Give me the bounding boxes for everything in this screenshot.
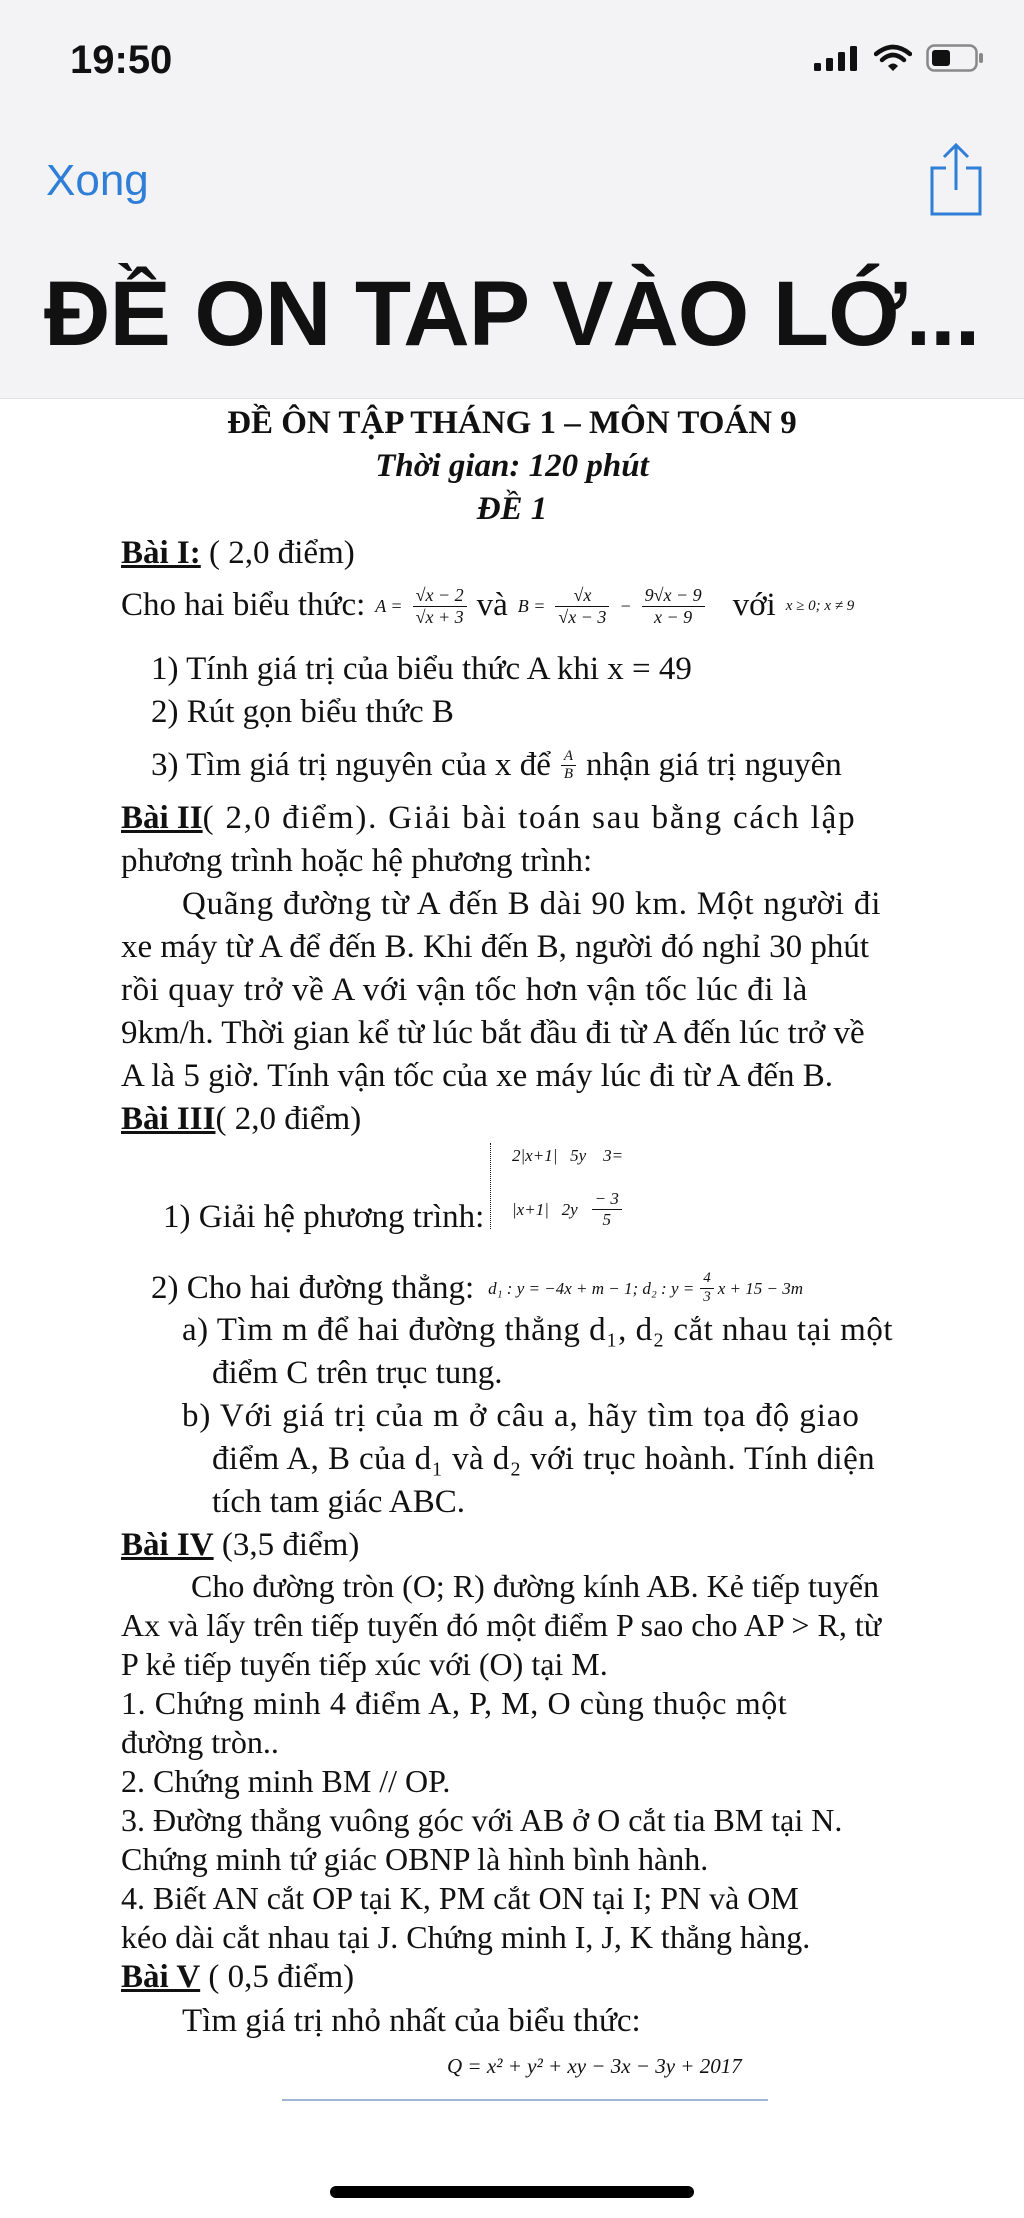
section-4-heading: Bài IV (3,5 điểm) — [121, 1527, 360, 1563]
section-4-line: Cho đường tròn (O; R) đường kính AB. Kẻ tiếp tuyến — [191, 1568, 880, 1604]
battery-icon — [926, 44, 984, 72]
done-button[interactable]: Xong — [46, 156, 149, 205]
section-3-b-line: điểm A, B của d₁ và d₂ với trục hoành. Tính diện — [212, 1441, 876, 1477]
section-2-line: A là 5 giờ. Tính vận tốc của xe máy lúc đi từ A đến B. — [121, 1058, 834, 1094]
page-title: ĐỀ ON TAP VÀO LỚ... — [44, 263, 980, 365]
section-4-line: Chứng minh tứ giác OBNP là hình bình hành. — [121, 1841, 709, 1877]
system-eq-1: 2|x+1| 5y 3= — [512, 1146, 624, 1165]
section-4-line: đường tròn.. — [121, 1724, 279, 1760]
section-1-q3: 3) Tìm giá trị nguyên của x để $\frac{A}{B}$ nhận giá trị nguyên — [151, 746, 842, 783]
doc-de: ĐỀ 1 — [476, 491, 548, 527]
section-3-q2: 2) Cho hai đường thẳng: d₁ : y = −4x + m − 1; d₂ : y = $\frac{4}{3}$ x + 15 − 3m — [151, 1269, 803, 1306]
section-5-expression: Q = x² + y² + xy − 3x − 3y + 2017 — [447, 2054, 742, 2078]
section-2-heading: Bài II( 2,0 điểm). Giải bài toán sau bằng cách lập — [121, 800, 857, 836]
section-3-a-line: a) Tìm m để hai đường thẳng d₁, d₂ cắt nhau tại một — [182, 1312, 894, 1348]
signal-icon — [814, 45, 860, 71]
section-1-q2: 2) Rút gọn biểu thức B — [151, 694, 454, 730]
section-1-q1: 1) Tính giá trị của biểu thức A khi x = 49 — [151, 651, 692, 687]
system-brace — [490, 1143, 494, 1229]
wifi-icon — [874, 44, 912, 72]
section-5-line: Tìm giá trị nhỏ nhất của biểu thức: — [182, 2003, 641, 2039]
doc-header: ĐỀ ÔN TẬP THÁNG 1 – MÔN TOÁN 9 — [227, 405, 797, 441]
fraction-system: $\frac{- 3}{5}$ — [592, 1189, 622, 1231]
section-3-a-line: điểm C trên trục tung. — [212, 1355, 503, 1391]
navigation-bar — [0, 120, 1024, 240]
section-4-line: 4. Biết AN cắt OP tại K, PM cắt ON tại I; PN và OM — [121, 1880, 799, 1916]
section-3-heading: Bài III( 2,0 điểm) — [121, 1101, 362, 1137]
section-2-line: Quãng đường từ A đến B dài 90 km. Một người đi — [182, 886, 882, 922]
fraction-b2: $\frac{9√x - 9}{x - 9}$ — [642, 585, 705, 627]
section-1-heading: Bài I: ( 2,0 điểm) — [121, 535, 355, 571]
section-2-line: rồi quay trở về A với vận tốc hơn vận tốc lúc đi là — [121, 972, 808, 1008]
footer-divider — [282, 2099, 768, 2101]
section-3-q1: 1) Giải hệ phương trình: — [163, 1199, 485, 1235]
document-page — [0, 398, 1024, 2218]
section-4-line: 2. Chứng minh BM // OP. — [121, 1763, 451, 1799]
fraction-lines: $\frac{4}{3}$ — [700, 1270, 714, 1306]
section-3-b-line: tích tam giác ABC. — [212, 1484, 465, 1520]
section-3-b-line: b) Với giá trị của m ở câu a, hãy tìm tọa độ giao — [182, 1398, 860, 1434]
section-2-line: phương trình hoặc hệ phương trình: — [121, 843, 593, 879]
share-icon[interactable] — [928, 142, 984, 218]
section-4-line: 3. Đường thẳng vuông góc với AB ở O cắt tia BM tại N. — [121, 1802, 843, 1838]
section-2-line: 9km/h. Thời gian kể từ lúc bắt đầu đi từ A đến lúc trở về — [121, 1015, 865, 1051]
status-bar — [0, 0, 1024, 120]
system-eq-2: |x+1| 2y $\frac{- 3}{5}$ — [512, 1189, 622, 1231]
home-indicator[interactable] — [330, 2186, 694, 2198]
section-4-line: P kẻ tiếp tuyến tiếp xúc với (O) tại M. — [121, 1646, 608, 1682]
fraction-ab: $\frac{A}{B}$ — [561, 748, 576, 782]
fraction-a: $\frac{√x - 2}{√x + 3}$ — [413, 585, 467, 627]
doc-time: Thời gian: 120 phút — [375, 448, 649, 484]
section-1-expressions: Cho hai biểu thức: A = $\frac{√x - 2}{√x + 3}$ và B = $\frac{√x}{√x - 3}$ − $\frac{9√x - 9}{x - 9}$ với x ≥ 0; x ≠ 9 — [121, 585, 855, 627]
status-time: 19:50 — [70, 38, 173, 82]
status-icons — [814, 44, 984, 72]
section-4-line: kéo dài cắt nhau tại J. Chứng minh I, J, K thẳng hàng. — [121, 1919, 811, 1955]
section-2-line: xe máy từ A để đến B. Khi đến B, người đó nghỉ 30 phút — [121, 929, 870, 965]
section-4-line: 1. Chứng minh 4 điểm A, P, M, O cùng thuộc một — [121, 1685, 788, 1721]
fraction-b1: $\frac{√x}{√x - 3}$ — [555, 585, 609, 627]
section-4-line: Ax và lấy trên tiếp tuyến đó một điểm P sao cho AP > R, từ — [121, 1607, 882, 1643]
section-5-heading: Bài V ( 0,5 điểm) — [121, 1959, 355, 1995]
